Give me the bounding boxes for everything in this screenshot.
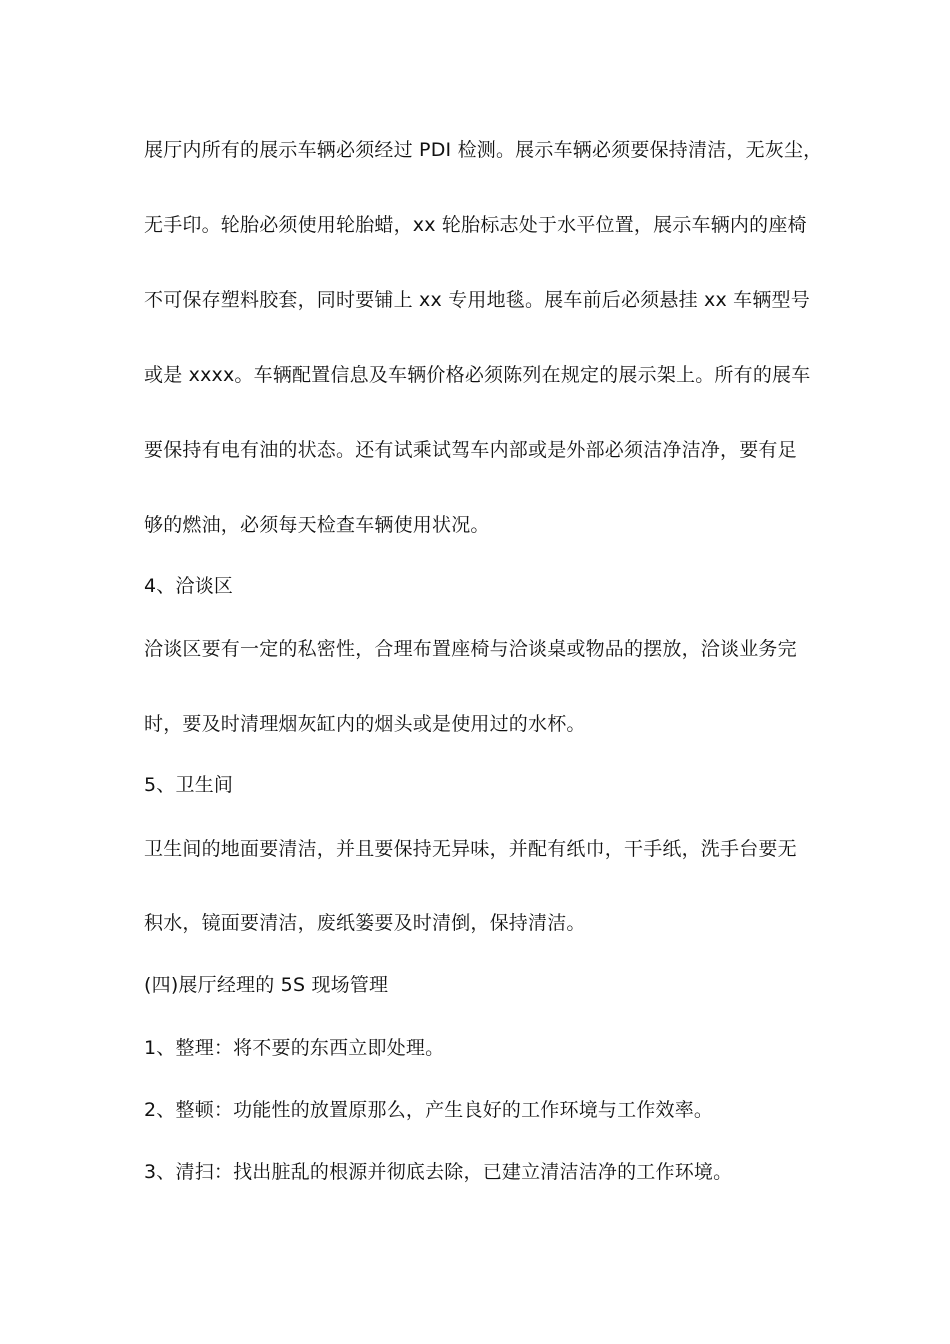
paragraph-line: 够的燃油，必须每天检查车辆使用状况。 (144, 514, 490, 536)
section-heading: 4、洽谈区 (144, 575, 234, 597)
paragraph-line: 不可保存塑料胶套，同时要铺上 xx 专用地毯。展车前后必须悬挂 xx 车辆型号 (144, 289, 810, 311)
list-item: 1、整理：将不要的东西立即处理。 (144, 1037, 445, 1059)
section-heading: 5、卫生间 (144, 774, 234, 796)
paragraph-line: 或是 xxxx。车辆配置信息及车辆价格必须陈列在规定的展示架上。所有的展车 (144, 364, 811, 386)
paragraph-line: 展厅内所有的展示车辆必须经过 PDI 检测。展示车辆必须要保持清洁，无灰尘， (144, 139, 823, 161)
list-item: 2、整顿：功能性的放置原那么，产生良好的工作环境与工作效率。 (144, 1099, 714, 1121)
paragraph-line: 要保持有电有油的状态。还有试乘试驾车内部或是外部必须洁净洁净，要有足 (144, 439, 797, 461)
paragraph-line: 积水，镜面要清洁，废纸篓要及时清倒，保持清洁。 (144, 912, 586, 934)
paragraph-line: 时，要及时清理烟灰缸内的烟头或是使用过的水杯。 (144, 713, 586, 735)
list-item: 3、清扫：找出脏乱的根源并彻底去除，已建立清洁洁净的工作环境。 (144, 1161, 733, 1183)
paragraph-line: 卫生间的地面要清洁，并且要保持无异味，并配有纸巾，干手纸，洗手台要无 (144, 838, 797, 860)
paragraph-line: 无手印。轮胎必须使用轮胎蜡，xx 轮胎标志处于水平位置，展示车辆内的座椅 (144, 214, 807, 236)
paragraph-line: 洽谈区要有一定的私密性，合理布置座椅与洽谈桌或物品的摆放，洽谈业务完 (144, 638, 797, 660)
section-heading: (四)展厅经理的 5S 现场管理 (144, 974, 389, 996)
